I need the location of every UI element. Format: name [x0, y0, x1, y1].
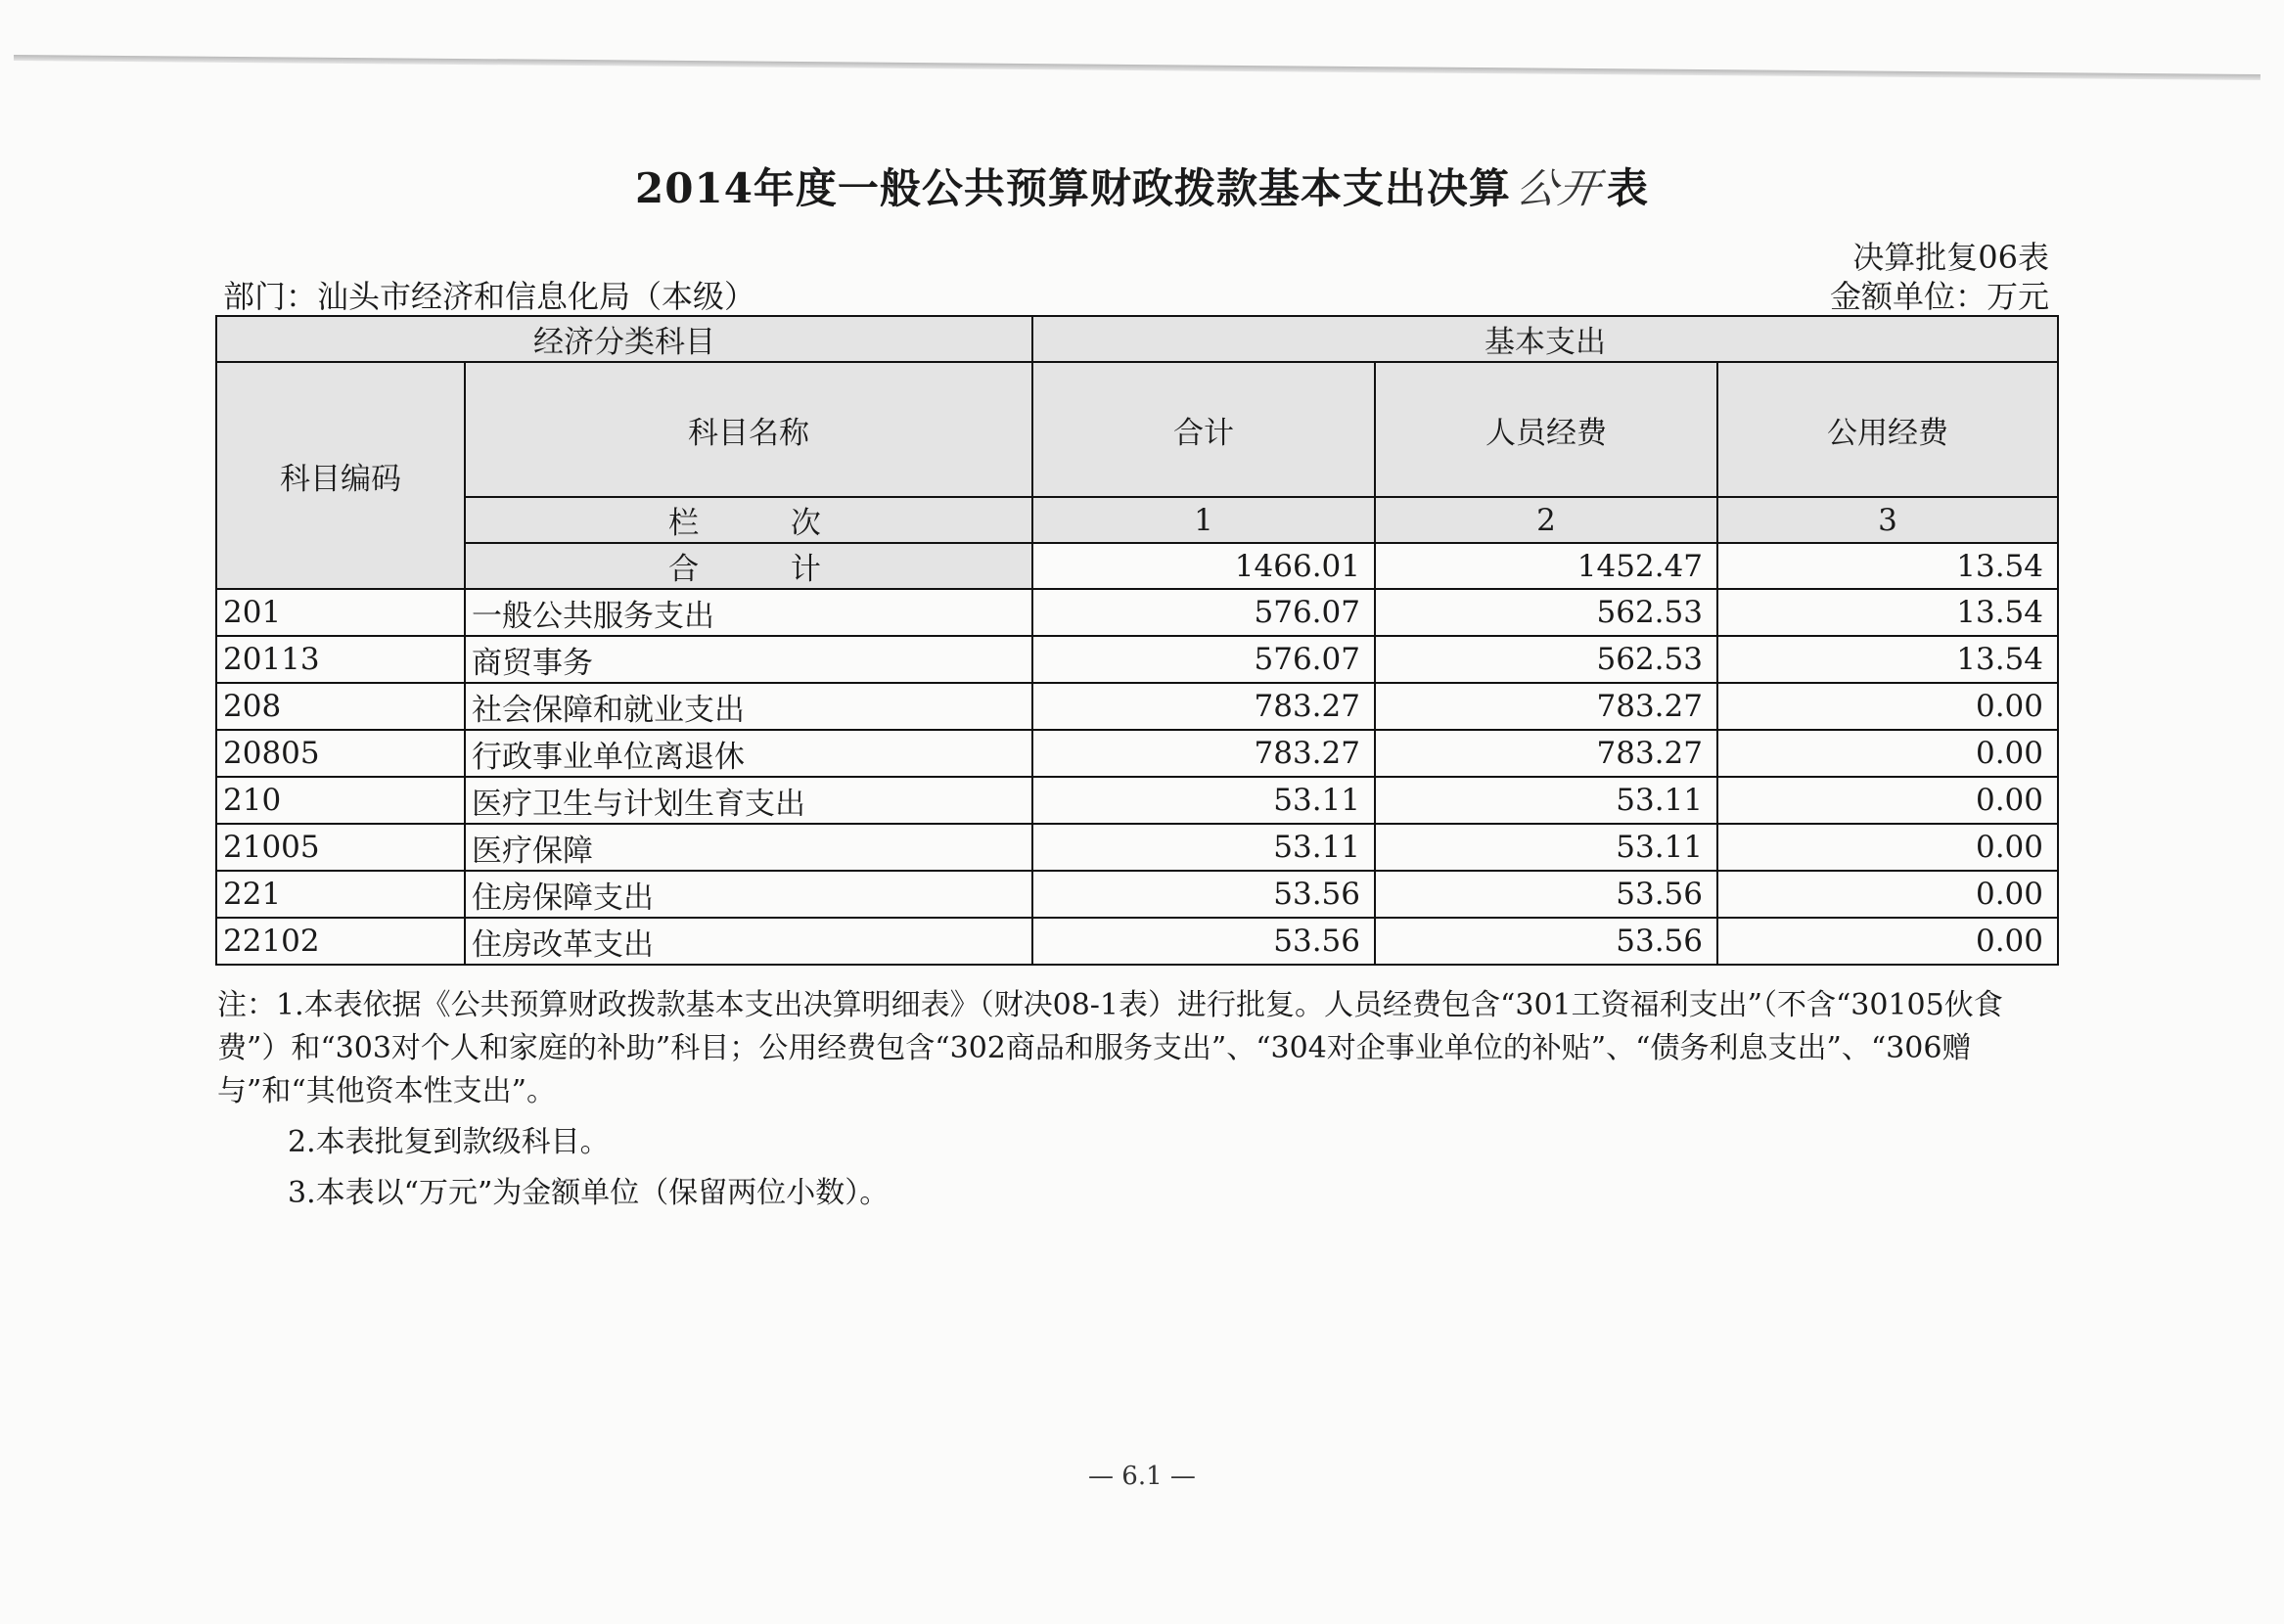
column-index-2: 2 — [1375, 497, 1717, 543]
page-title — [0, 157, 2284, 215]
notes-section — [217, 984, 2057, 1215]
title-suffix: 表 — [1606, 164, 1649, 212]
note-1: 注：1.本表依据《公共预算财政拨款基本支出决算明细表》（财决08-1表）进行批复。人员经费包含“301工资福利支出”（不含“30105伙食费”）和“303对个人和家庭的补助”科目；公用经费包含“302商品和服务支出”、“304对企事业单位的补贴”、“债务利息支出”、“306赠与”和“其他资本性支出”。 — [217, 988, 2003, 1108]
header-code: 科目编码 — [216, 362, 465, 589]
header-basic-expenditure: 基本支出 — [1032, 316, 2058, 362]
table-row — [216, 730, 2058, 777]
cell-public: 0.00 — [1717, 871, 2058, 918]
cell-public: 0.00 — [1717, 683, 2058, 730]
cell-total: 576.07 — [1032, 636, 1375, 683]
cell-code: 22102 — [216, 918, 465, 965]
cell-total: 53.11 — [1032, 777, 1375, 824]
cell-public: 0.00 — [1717, 918, 2058, 965]
cell-total: 53.11 — [1032, 824, 1375, 871]
total-row-label: 合 计 — [465, 543, 1032, 589]
header-name: 科目名称 — [465, 362, 1032, 497]
table-row — [216, 777, 2058, 824]
cell-code: 210 — [216, 777, 465, 824]
table-row — [216, 683, 2058, 730]
cell-personnel: 562.53 — [1375, 636, 1717, 683]
cell-personnel: 53.11 — [1375, 777, 1717, 824]
table-row — [216, 824, 2058, 871]
cell-public: 13.54 — [1717, 589, 2058, 636]
cell-code: 208 — [216, 683, 465, 730]
cell-total: 53.56 — [1032, 918, 1375, 965]
column-index-label: 栏 次 — [465, 497, 1032, 543]
column-index-1: 1 — [1032, 497, 1375, 543]
table-row — [216, 589, 2058, 636]
form-reference-code: 决算批复06表 — [1852, 239, 2049, 276]
header-total: 合计 — [1032, 362, 1375, 497]
cell-total: 53.56 — [1032, 871, 1375, 918]
cell-personnel: 783.27 — [1375, 730, 1717, 777]
cell-name: 行政事业单位离退休 — [465, 730, 1032, 777]
cell-public: 0.00 — [1717, 730, 2058, 777]
cell-code: 21005 — [216, 824, 465, 871]
cell-public: 13.54 — [1717, 636, 2058, 683]
cell-code: 20113 — [216, 636, 465, 683]
cell-name: 社会保障和就业支出 — [465, 683, 1032, 730]
note-3: 3.本表以“万元”为金额单位（保留两位小数）。 — [288, 1176, 890, 1210]
cell-name: 住房保障支出 — [465, 871, 1032, 918]
department-label: 部门：汕头市经济和信息化局（本级） — [223, 278, 756, 315]
cell-total: 783.27 — [1032, 730, 1375, 777]
cell-code: 221 — [216, 871, 465, 918]
cell-name: 一般公共服务支出 — [465, 589, 1032, 636]
cell-name: 住房改革支出 — [465, 918, 1032, 965]
table-row — [216, 636, 2058, 683]
cell-public: 0.00 — [1717, 824, 2058, 871]
page-number: — 6.1 — — [1088, 1462, 1196, 1491]
header-classification: 经济分类科目 — [216, 316, 1032, 362]
scan-edge-line — [14, 55, 2261, 80]
cell-total: 783.27 — [1032, 683, 1375, 730]
total-row-personnel: 1452.47 — [1375, 543, 1717, 589]
table-row — [216, 871, 2058, 918]
table-row — [216, 918, 2058, 965]
title-handwritten-annotation: 公开 — [1513, 164, 1605, 212]
cell-name: 医疗保障 — [465, 824, 1032, 871]
cell-name: 医疗卫生与计划生育支出 — [465, 777, 1032, 824]
total-row-total: 1466.01 — [1032, 543, 1375, 589]
column-index-3: 3 — [1717, 497, 2058, 543]
cell-total: 576.07 — [1032, 589, 1375, 636]
expenditure-table — [215, 315, 2059, 966]
cell-code: 20805 — [216, 730, 465, 777]
cell-name: 商贸事务 — [465, 636, 1032, 683]
amount-unit-label: 金额单位：万元 — [1829, 278, 2049, 315]
cell-public: 0.00 — [1717, 777, 2058, 824]
note-2: 2.本表批复到款级科目。 — [288, 1125, 610, 1159]
header-public: 公用经费 — [1717, 362, 2058, 497]
header-personnel: 人员经费 — [1375, 362, 1717, 497]
cell-code: 201 — [216, 589, 465, 636]
cell-personnel: 562.53 — [1375, 589, 1717, 636]
total-row-public: 13.54 — [1717, 543, 2058, 589]
cell-personnel: 53.56 — [1375, 871, 1717, 918]
cell-personnel: 783.27 — [1375, 683, 1717, 730]
cell-personnel: 53.11 — [1375, 824, 1717, 871]
title-main: 2014年度一般公共预算财政拨款基本支出决算 — [635, 164, 1511, 212]
cell-personnel: 53.56 — [1375, 918, 1717, 965]
